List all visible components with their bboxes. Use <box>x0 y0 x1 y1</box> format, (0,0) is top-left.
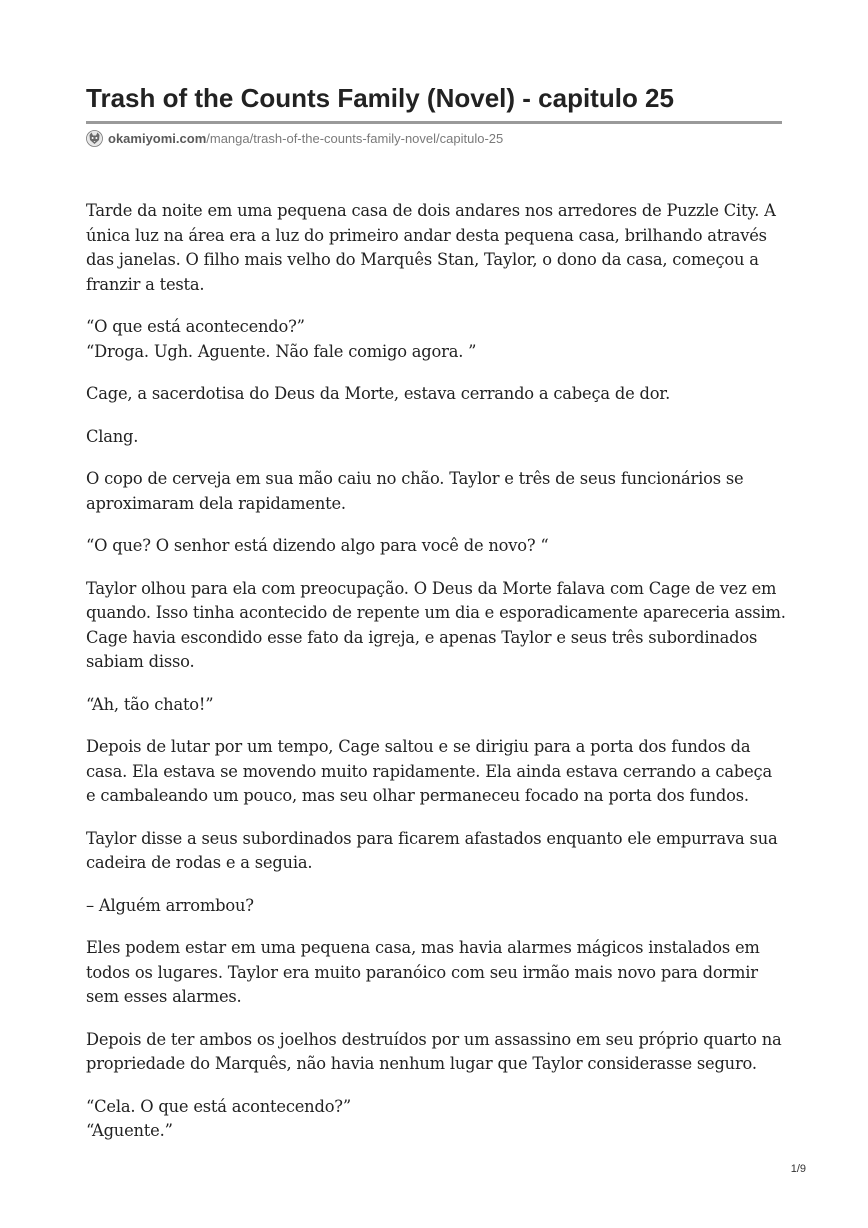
paragraph-line: “Aguente.” <box>86 1121 173 1140</box>
paragraph <box>86 735 786 809</box>
paragraph <box>86 936 786 1010</box>
paragraph-line: Taylor olhou para ela com preocupação. O Deus da Morte falava com Cage de vez em quando. Isso tinha acontecido de repente um dia e esporadicamente apareceria assim. Cage havia escondido esse fato da igreja, e apenas Taylor e seus três subordinados sabiam disso. <box>86 578 786 671</box>
paragraph <box>86 693 786 718</box>
paragraph-line: Depois de ter ambos os joelhos destruídos por um assassino em seu próprio quarto na propriedade do Marquês, não havia nenhum lugar que Taylor considerasse seguro. <box>86 1029 782 1073</box>
paragraph-line: Taylor disse a seus subordinados para ficarem afastados enquanto ele empurrava sua cadeira de rodas e a seguia. <box>86 828 778 872</box>
paragraph-line: Cage, a sacerdotisa do Deus da Morte, estava cerrando a cabeça de dor. <box>86 384 671 403</box>
page-title: Trash of the Counts Family (Novel) - capitulo 25 <box>86 83 674 113</box>
paragraph <box>86 382 786 407</box>
source-link[interactable] <box>86 128 503 148</box>
paragraph <box>86 577 786 675</box>
wolf-logo-icon <box>86 130 103 147</box>
paragraph <box>86 467 786 516</box>
paragraph-line: – Alguém arrombou? <box>86 895 254 915</box>
paragraph-line: O copo de cerveja em sua mão caiu no chão. Taylor e três de seus funcionários se aproximaram dela rapidamente. <box>86 469 744 513</box>
paragraph <box>86 827 786 876</box>
paragraph-line: “Cela. O que está acontecendo?” <box>86 1096 351 1116</box>
paragraph-line: “O que está acontecendo?” <box>86 317 305 336</box>
article-body <box>86 199 786 1162</box>
paragraph <box>86 534 786 559</box>
paragraph <box>86 1028 786 1077</box>
paragraph-line: Depois de lutar por um tempo, Cage saltou e se dirigiu para a porta dos fundos da casa. Ela estava se movendo muito rapidamente. Ela ainda estava cerrando a cabeça e cambaleando um pouco, mas seu olhar permaneceu focado na porta dos fundos. <box>86 737 772 805</box>
paragraph-line: Clang. <box>86 426 139 446</box>
paragraph-line: Tarde da noite em uma pequena casa de dois andares nos arredores de Puzzle City. A única luz na área era a luz do primeiro andar desta pequena casa, brilhando através das janelas. O filho mais velho do Marquês Stan, Taylor, o dono da casa, começou a franzir a testa. <box>86 201 776 294</box>
page-number: 1/9 <box>790 1163 806 1175</box>
title-divider <box>86 121 782 124</box>
paragraph-line: “O que? O senhor está dizendo algo para você de novo? “ <box>86 536 549 555</box>
source-path[interactable]: /manga/trash-of-the-counts-family-novel/capitulo-25 <box>206 130 504 146</box>
source-domain[interactable]: okamiyomi.com <box>108 130 207 146</box>
paragraph-line: Eles podem estar em uma pequena casa, mas havia alarmes mágicos instalados em todos os lugares. Taylor era muito paranóico com seu irmão mais novo para dormir sem esses alarmes. <box>86 938 760 1006</box>
paragraph-line: “Ah, tão chato!” <box>86 694 214 714</box>
paragraph <box>86 315 786 364</box>
paragraph <box>86 199 786 297</box>
paragraph <box>86 1095 786 1144</box>
paragraph-line: “Droga. Ugh. Aguente. Não fale comigo agora. ” <box>86 341 477 361</box>
paragraph <box>86 425 786 450</box>
paragraph <box>86 894 786 919</box>
